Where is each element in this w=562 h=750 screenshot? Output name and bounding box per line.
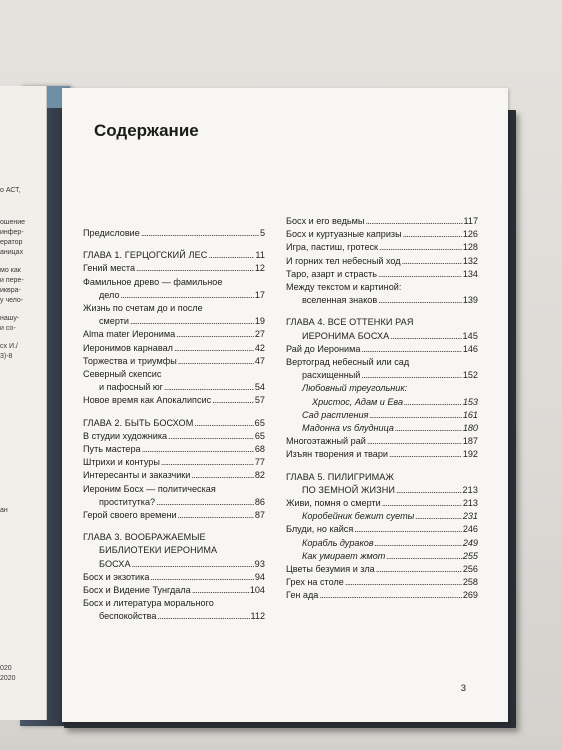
page-number: 3: [460, 683, 466, 694]
toc-entry: Коробейник бежит суеты . . . 231: [286, 510, 478, 523]
toc-entry-line: Между текстом и картиной:: [286, 282, 402, 293]
left-page-fragment: 2020: [0, 675, 16, 682]
toc-entry: Босх и его ведьмы . . . 117: [286, 215, 478, 228]
toc-entry: Гений места . . . 12: [83, 262, 265, 275]
toc-entry-line: Северный скепсис: [83, 369, 162, 380]
left-page-fragment: 3)-8: [0, 353, 13, 360]
toc-entry: Изъян творения и твари . . . 192: [286, 448, 478, 461]
left-page-fragment: нашу-: [0, 315, 20, 322]
toc-entry: Блуди, но кайся . . . 246: [286, 523, 478, 536]
toc-entry: Alma mater Иеронима . . . 27: [83, 328, 265, 341]
toc-entry: Мадонна vs блудница . . . 180: [286, 422, 478, 435]
page-title: Содержание: [94, 121, 199, 140]
toc-entry: Штрихи и контуры . . . 77: [83, 456, 265, 469]
left-page-fragment: ан: [0, 507, 8, 514]
toc-entry: Сад растления . . . 161: [286, 409, 478, 422]
toc-chapter: БОСХА . . . 93: [83, 558, 265, 571]
contents-page: [62, 88, 508, 722]
toc-entry: беспокойства . . . 112: [83, 610, 265, 623]
left-page-fragment: мо как: [0, 267, 21, 274]
left-page: [0, 86, 47, 720]
toc-entry: Иеронимов карнавал . . . 42: [83, 342, 265, 355]
toc-entry: Цветы безумия и зла . . . 256: [286, 563, 478, 576]
toc-chapter: ИЕРОНИМА БОСХА . . . 145: [286, 330, 478, 343]
left-page-fragment: у чело-: [0, 297, 24, 304]
toc-entry: Интересанты и заказчики . . . 82: [83, 469, 265, 482]
toc-chapter: ПО ЗЕМНОЙ ЖИЗНИ . . . 213: [286, 484, 478, 497]
toc-entry: смерти . . . 19: [83, 315, 265, 328]
toc-entry: Предисловие . . . 5: [83, 227, 265, 240]
toc-chapter: ГЛАВА 1. ГЕРЦОГСКИЙ ЛЕС . . . 11: [83, 249, 265, 262]
left-page-fragment: аницах: [0, 249, 24, 256]
toc-entry: Как умирает жмот . . . 255: [286, 550, 478, 563]
left-page-fragment: 020: [0, 665, 12, 672]
toc-entry: Корабль дураков . . . 249: [286, 537, 478, 550]
toc-entry: Торжества и триумфы . . . 47: [83, 355, 265, 368]
toc-entry: В студии художника . . . 65: [83, 430, 265, 443]
left-page-fragment: сх И./: [0, 343, 18, 350]
toc-entry: Христос, Адам и Ева . . . 153: [286, 396, 478, 409]
toc-entry: Босх и куртуазные капризы . . . 126: [286, 228, 478, 241]
left-page-fragment: ератор: [0, 239, 23, 246]
toc-entry: Герой своего времени . . . 87: [83, 509, 265, 522]
toc-entry: Рай до Иеронима . . . 146: [286, 343, 478, 356]
left-page-fragment: ошение: [0, 219, 26, 226]
left-page-fragment: иквра-: [0, 287, 21, 294]
toc-entry: дело . . . 17: [83, 289, 265, 302]
toc-right-column: [286, 215, 478, 603]
toc-chapter: ГЛАВА 2. БЫТЬ БОСХОМ . . . 65: [83, 417, 265, 430]
toc-left-column: [83, 227, 265, 624]
toc-entry: проститутка? . . . 86: [83, 496, 265, 509]
toc-entry: Грех на столе . . . 258: [286, 576, 478, 589]
toc-entry: Таро, азарт и страсть . . . 134: [286, 268, 478, 281]
left-page-fragment: и со-: [0, 325, 16, 332]
toc-entry: Новое время как Апокалипсис . . . 57: [83, 394, 265, 407]
toc-entry: И горних тел небесный ход . . . 132: [286, 255, 478, 268]
toc-entry: Путь мастера . . . 68: [83, 443, 265, 456]
left-page-fragment: и пере-: [0, 277, 24, 284]
toc-entry-line: Любовный треугольник:: [302, 383, 408, 394]
toc-entry: Ген ада . . . 269: [286, 589, 478, 602]
toc-chapter-line: ГЛАВА 5. ПИЛИГРИМАЖ: [286, 471, 394, 482]
toc-chapter-line: ГЛАВА 4. ВСЕ ОТТЕНКИ РАЯ: [286, 317, 414, 328]
toc-entry: Босх и Видение Тунгдала . . . 104: [83, 584, 265, 597]
toc-chapter-line: ГЛАВА 3. ВООБРАЖАЕМЫЕ: [83, 532, 206, 543]
toc-entry: Живи, помня о смерти . . . 213: [286, 497, 478, 510]
toc-chapter-line: БИБЛИОТЕКИ ИЕРОНИМА: [99, 545, 218, 556]
toc-entry: расхищенный . . . 152: [286, 369, 478, 382]
toc-entry-line: Босх и литература морального: [83, 598, 214, 609]
left-page-fragment: инфер-: [0, 229, 24, 236]
left-page-fragment: о АСТ,: [0, 187, 21, 194]
toc-entry-line: Вертоград небесный или сад: [286, 357, 410, 368]
toc-entry: Игра, пастиш, гротеск . . . 128: [286, 241, 478, 254]
toc-entry: Босх и экзотика . . . 94: [83, 571, 265, 584]
toc-entry-line: Фамильное древо — фамильное: [83, 276, 223, 287]
toc-entry: Многоэтажный рай . . . 187: [286, 435, 478, 448]
toc-entry: вселенная знаков . . . 139: [286, 294, 478, 307]
toc-entry: и пафосный юг . . . 54: [83, 381, 265, 394]
toc-entry-line: Жизнь по счетам до и после: [83, 303, 203, 314]
toc-entry-line: Иероним Босх — политическая: [83, 483, 216, 494]
